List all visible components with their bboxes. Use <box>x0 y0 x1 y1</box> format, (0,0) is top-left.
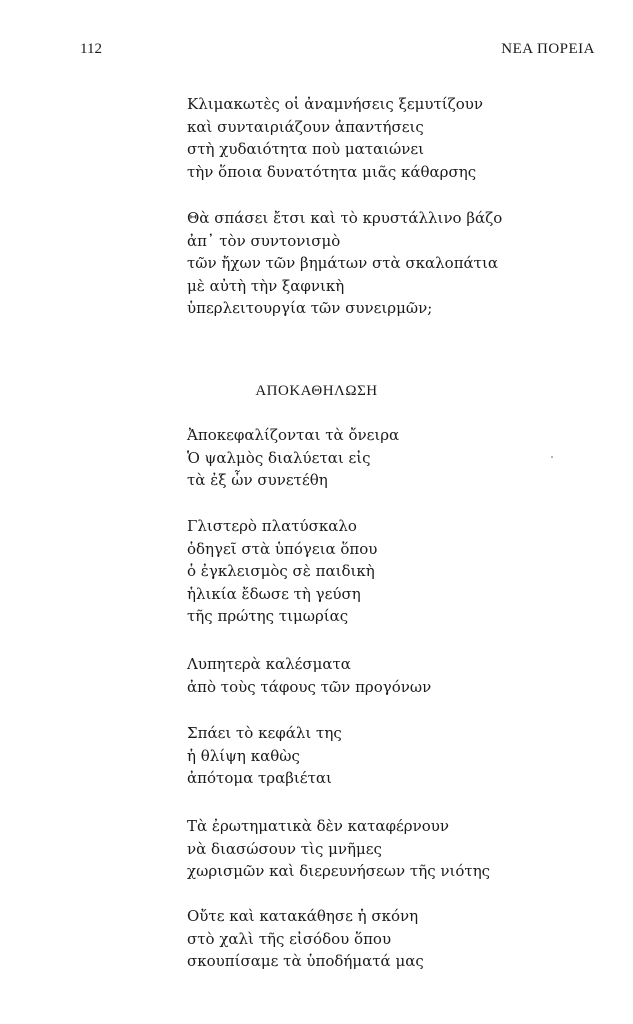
poem-line: τῶν ἤχων τῶν βημάτων στὰ σκαλοπάτια <box>187 254 498 272</box>
poem-line: νὰ διασώσουν τὶς μνῆμες <box>187 839 382 858</box>
poem-line: Σπάει τὸ κεφάλι της <box>187 724 342 742</box>
poem-line: καὶ συνταιριάζουν ἀπαντήσεις <box>187 117 424 136</box>
poem-line: ἀπότομα τραβιέται <box>187 769 332 787</box>
poem-line: Τὰ ἐρωτηματικὰ δὲν καταφέρνουν <box>187 817 449 835</box>
poem-line: μὲ αὐτὴ τὴν ξαφνικὴ <box>187 276 345 295</box>
poem-line: ἡ θλίψη καθὼς <box>187 746 300 765</box>
poem2-stanza-4 <box>187 722 342 790</box>
poem-line: ὁ ἐγκλεισμὸς σὲ παιδικὴ <box>187 562 375 580</box>
page-number: 112 <box>80 41 102 57</box>
poem-line: τῆς πρώτης τιμωρίας <box>187 607 349 625</box>
poem1-stanza-2 <box>187 207 502 320</box>
poem-line: ἀπ᾽ τὸν συντονισμὸ <box>187 231 341 250</box>
poem-line: Λυπητερὰ καλέσματα <box>187 655 351 673</box>
poem2-stanza-2 <box>187 515 377 628</box>
poem-line: Θὰ σπάσει ἔτσι καὶ τὸ κρυστάλλινο βάζο <box>187 209 503 227</box>
poem-line: στὴ χυδαιότητα ποὺ ματαιώνει <box>187 140 425 158</box>
poem-line: ὁδηγεῖ στὰ ὑπόγεια ὅπου <box>187 539 378 558</box>
running-head: ΝΕΑ ΠΟΡΕΙΑ <box>501 41 595 57</box>
poem-line: Ὁ ψαλμὸς διαλύεται εἰς <box>187 448 371 467</box>
scan-speck <box>551 456 553 458</box>
poem1-stanza-1 <box>187 93 483 183</box>
poem-line: ἡλικία ἔδωσε τὴ γεύση <box>187 584 361 603</box>
poem-line: τὰ ἐξ ὧν συνετέθη <box>187 471 328 489</box>
poem-line: Κλιμακωτὲς οἱ ἀναμνήσεις ξεμυτίζουν <box>187 95 484 113</box>
poem2-stanza-5 <box>187 815 490 883</box>
poem-line: ὑπερλειτουργία τῶν συνειρμῶν; <box>187 299 433 317</box>
poem-line: σκουπίσαμε τὰ ὑποδήματά μας <box>187 952 424 970</box>
poem-title: ΑΠΟΚΑΘΗΛΩΣΗ <box>255 383 378 399</box>
poem-line: Οὔτε καὶ κατακάθησε ἡ σκόνη <box>187 907 419 925</box>
poem2-stanza-6 <box>187 905 424 973</box>
poem-line: χωρισμῶν καὶ διερευνήσεων τῆς νιότης <box>187 862 491 880</box>
poem-line: τὴν ὅποια δυνατότητα μιᾶς κάθαρσης <box>187 162 477 181</box>
poem-line: Γλιστερὸ πλατύσκαλο <box>187 517 357 535</box>
poem-line: στὸ χαλὶ τῆς εἰσόδου ὅπου <box>187 929 392 948</box>
poem2-stanza-3 <box>187 653 431 698</box>
poem2-stanza-1 <box>187 424 399 492</box>
poem-line: ἀπὸ τοὺς τάφους τῶν προγόνων <box>187 677 432 696</box>
poem-line: Ἀποκεφαλίζονται τὰ ὄνειρα <box>187 426 400 444</box>
